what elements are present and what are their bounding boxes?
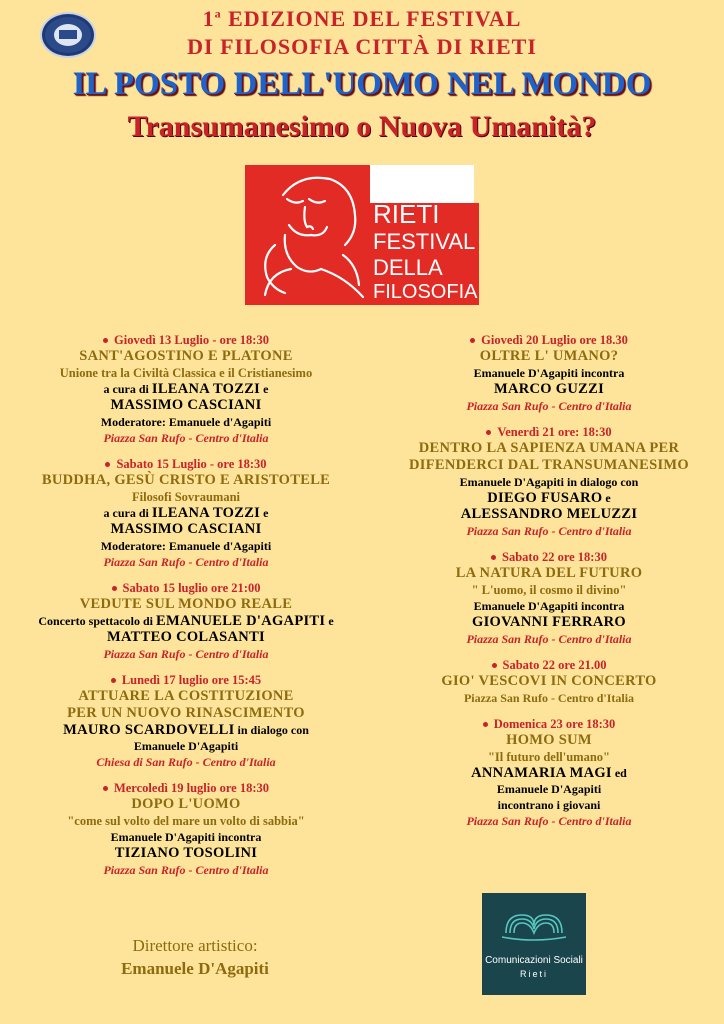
program-left-column [0,332,372,888]
artistic-director: Direttore artistico: Emanuele D'Agapiti [121,936,269,978]
logo-text-festival: FESTIVAL [373,229,476,254]
main-subtitle: Transumanesimo o Nuova Umanità? [127,110,597,143]
event-item: Giovedì 20 Luglio ore 18.30 OLTRE L' UMANO? Emanuele D'Agapiti incontra MARCO GUZZI Piazza San Rufo - Centro d'Italia [466,333,632,413]
main-title: IL POSTO DELL'UOMO NEL MONDO [72,66,652,102]
event-item: Giovedì 13 Luglio - ore 18:30 SANT'AGOSTINO E PLATONE Unione tra la Civiltà Classica e il Cristianesimo a cura di ILEANA TOZZI e MASSIMO CASCIANI Moderatore: Emanuele d'Agapiti Piazza San Rufo - Centro d'Italia [59,333,313,445]
event-item: Domenica 23 ore 18:30 HOMO SUM "Il futuro dell'umano" ANNAMARIA MAGI ed Emanuele D'Agapiti incontrano i giovani Piazza San Rufo - Centro d'Italia [466,717,632,828]
edition-line: 1$^a$ EDIZIONE DEL FESTIVAL [202,6,522,31]
logo-text-rieti: RIETI [373,199,440,229]
waves-logo-icon [482,893,586,953]
event-item: Sabato 22 ore 18:30 LA NATURA DEL FUTURO " L'uomo, il cosmo il divino" Emanuele D'Agapiti incontra GIOVANNI FERRARO Piazza San Rufo - Centro d'Italia [455,550,643,646]
event-item: Venerdì 21 ore: 18:30 DENTRO LA SAPIENZA UMANA PER DIFENDERCI DAL TRANSUMANESIMO Emanuele D'Agapiti in dialogo con DIEGO FUSARO e ALESSANDRO MELUZZI Piazza San Rufo - Centro d'Italia [409,425,689,538]
program-right-column [386,332,712,839]
festival-logo [245,165,478,305]
event-item: Lunedì 17 luglio ore 15:45 ATTUARE LA COSTITUZIONE PER UN NUOVO RINASCIMENTO MAURO SCARDOVELLI in dialogo con Emanuele D'Agapiti Chiesa di San Rufo - Centro d'Italia [63,673,309,769]
event-item: Sabato 15 luglio ore 21:00 VEDUTE SUL MONDO REALE Concerto spettacolo di EMANUELE D'AGAPITI e MATTEO COLASANTI Piazza San Rufo - Centro d'Italia [38,581,334,661]
event-item: Sabato 22 ore 21.00 GIO' VESCOVI IN CONCERTO Piazza San Rufo - Centro d'Italia [441,658,657,705]
festival-line: DI FILOSOFIA CITTÀ DI RIETI [187,34,537,59]
event-item: Sabato 15 Luglio - ore 18:30 BUDDHA, GESÙ CRISTO E ARISTOTELE Filosofi Sovraumani a cura di ILEANA TOZZI e MASSIMO CASCIANI Moderatore: Emanuele d'Agapiti Piazza San Rufo - Centro d'Italia [41,457,331,569]
logo-text-della: DELLA [373,255,443,280]
logo-text-filosofia: FILOSOFIA [373,281,478,303]
event-item: Mercoledì 19 luglio ore 18:30 DOPO L'UOMO "come sul volto del mare un volto di sabbia" Emanuele D'Agapiti incontra TIZIANO TOSOLINI Piazza San Rufo - Centro d'Italia [67,781,305,877]
comunicazioni-sociali-logo: Comunicazioni Sociali Rieti [482,893,586,995]
